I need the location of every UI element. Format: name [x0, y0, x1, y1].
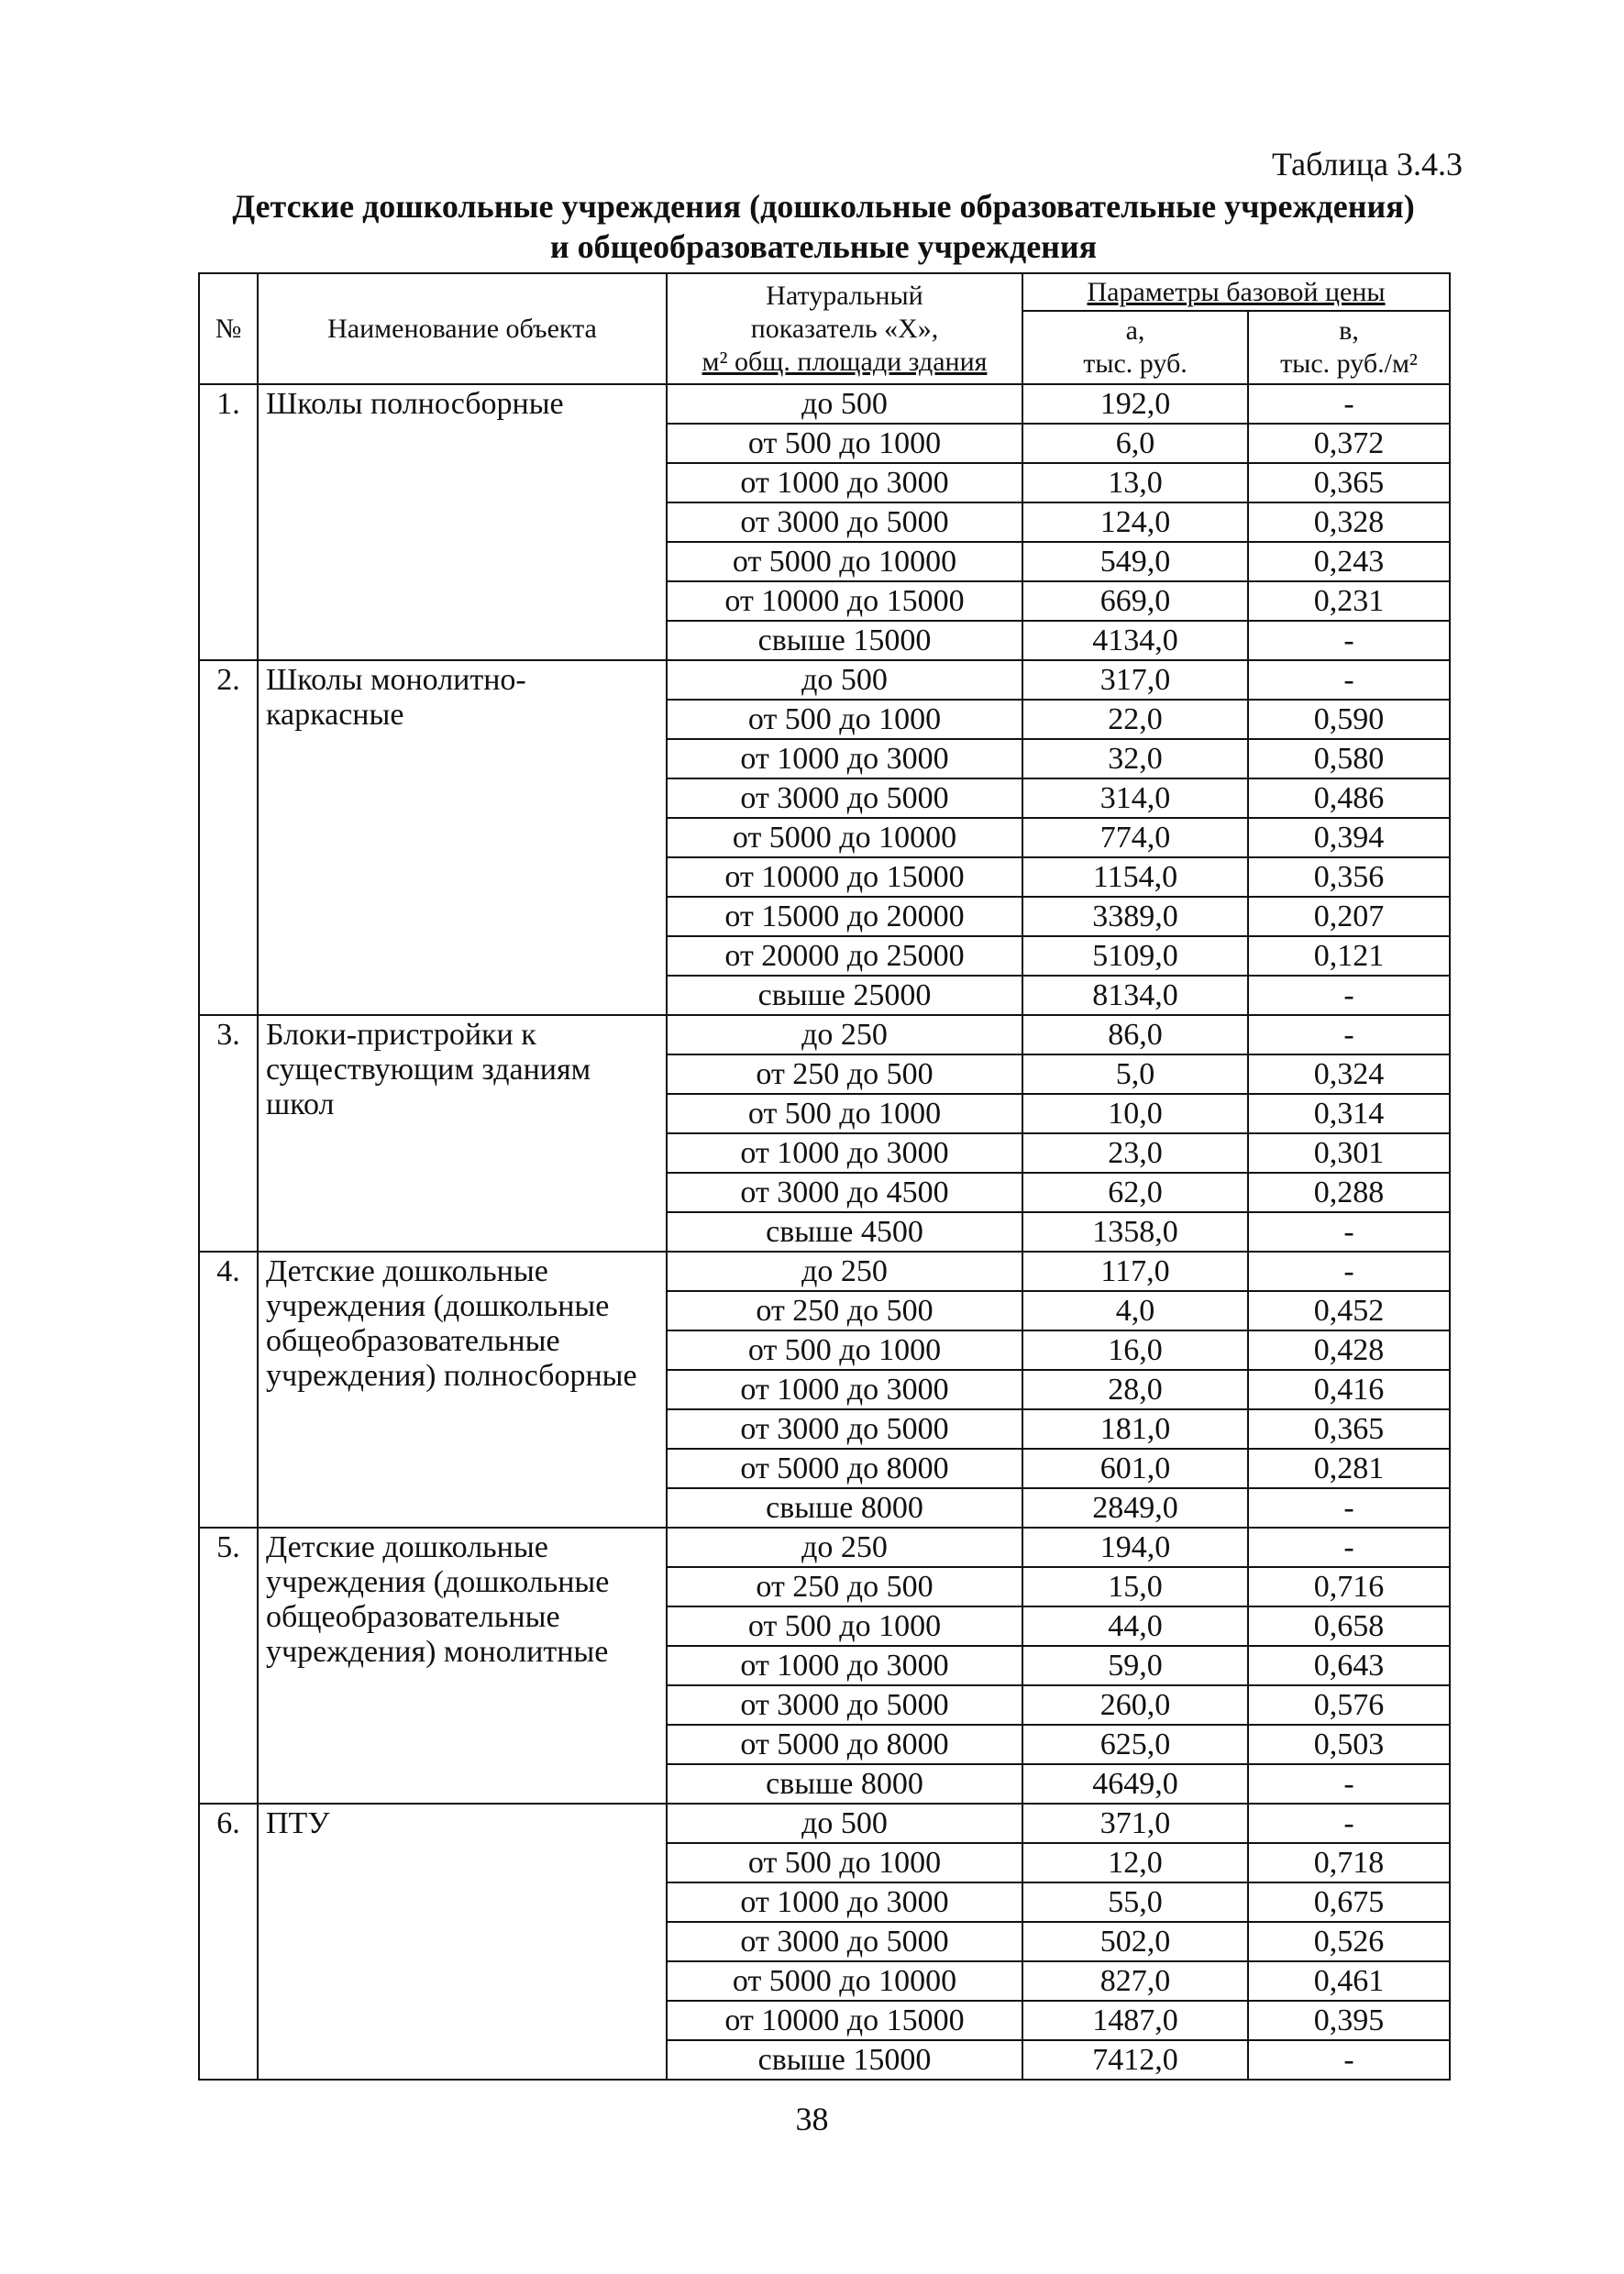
param-b-cell: -	[1248, 1015, 1450, 1054]
param-a-cell: 23,0	[1022, 1133, 1248, 1173]
range-cell: до 250	[667, 1528, 1022, 1567]
param-a-cell: 625,0	[1022, 1725, 1248, 1764]
header-params-label: Параметры базовой цены	[1087, 276, 1386, 307]
param-b-cell: 0,658	[1248, 1606, 1450, 1646]
range-cell: от 500 до 1000	[667, 1330, 1022, 1370]
param-a-cell: 59,0	[1022, 1646, 1248, 1685]
param-a-cell: 601,0	[1022, 1449, 1248, 1488]
range-cell: от 5000 до 10000	[667, 1961, 1022, 2001]
param-b-cell: -	[1248, 1212, 1450, 1252]
range-cell: от 3000 до 5000	[667, 502, 1022, 542]
header-b	[1248, 311, 1450, 384]
range-cell: от 15000 до 20000	[667, 897, 1022, 936]
param-b-cell: 0,356	[1248, 857, 1450, 897]
param-b-cell: 0,121	[1248, 936, 1450, 976]
param-a-cell: 86,0	[1022, 1015, 1248, 1054]
range-cell: свыше 4500	[667, 1212, 1022, 1252]
range-cell: от 3000 до 5000	[667, 1685, 1022, 1725]
param-a-cell: 124,0	[1022, 502, 1248, 542]
param-b-cell: 0,243	[1248, 542, 1450, 581]
object-name: Детские дошкольные учреждения (дошкольные общеобразовательные учреждения) полносборные	[258, 1252, 667, 1528]
table-row	[199, 384, 1450, 424]
header-a	[1022, 311, 1248, 384]
header-a-line-1: а,	[1125, 315, 1145, 346]
param-b-cell: -	[1248, 1804, 1450, 1843]
param-a-cell: 13,0	[1022, 463, 1248, 502]
param-a-cell: 5109,0	[1022, 936, 1248, 976]
param-b-cell: 0,718	[1248, 1843, 1450, 1882]
param-a-cell: 15,0	[1022, 1567, 1248, 1606]
table-caption: Таблица 3.4.3	[1272, 146, 1463, 182]
range-cell: от 250 до 500	[667, 1567, 1022, 1606]
param-a-cell: 32,0	[1022, 739, 1248, 778]
param-b-cell: -	[1248, 1528, 1450, 1567]
header-num: №	[199, 273, 258, 384]
param-b-cell: 0,716	[1248, 1567, 1450, 1606]
object-name: Блоки-пристройки к существующим зданиям школ	[258, 1015, 667, 1252]
param-b-cell: -	[1248, 660, 1450, 700]
range-cell: от 500 до 1000	[667, 1843, 1022, 1882]
param-a-cell: 12,0	[1022, 1843, 1248, 1882]
param-b-cell: 0,395	[1248, 2001, 1450, 2040]
param-a-cell: 1487,0	[1022, 2001, 1248, 2040]
header-nat-line-3: м² общ. площади здания	[702, 346, 988, 377]
table-row	[199, 1804, 1450, 1843]
param-b-cell: 0,526	[1248, 1922, 1450, 1961]
param-a-cell: 28,0	[1022, 1370, 1248, 1409]
object-name: Школы полносборные	[258, 384, 667, 660]
range-cell: от 1000 до 3000	[667, 1882, 1022, 1922]
range-cell: от 3000 до 5000	[667, 1409, 1022, 1449]
param-a-cell: 117,0	[1022, 1252, 1248, 1291]
param-a-cell: 4134,0	[1022, 621, 1248, 660]
row-number: 3.	[199, 1015, 258, 1252]
table-row	[199, 1015, 1450, 1054]
param-a-cell: 1154,0	[1022, 857, 1248, 897]
param-a-cell: 317,0	[1022, 660, 1248, 700]
param-b-cell: 0,314	[1248, 1094, 1450, 1133]
range-cell: от 250 до 500	[667, 1291, 1022, 1330]
param-b-cell: 0,428	[1248, 1330, 1450, 1370]
table-row	[199, 1252, 1450, 1291]
param-b-cell: 0,281	[1248, 1449, 1450, 1488]
param-a-cell: 371,0	[1022, 1804, 1248, 1843]
price-table	[198, 272, 1451, 2081]
param-a-cell: 22,0	[1022, 700, 1248, 739]
range-cell: от 250 до 500	[667, 1054, 1022, 1094]
object-name: Детские дошкольные учреждения (дошкольные общеобразовательные учреждения) монолитные	[258, 1528, 667, 1804]
header-b-line-1: в,	[1339, 315, 1359, 346]
range-cell: от 500 до 1000	[667, 1094, 1022, 1133]
range-cell: от 5000 до 10000	[667, 818, 1022, 857]
range-cell: свыше 15000	[667, 621, 1022, 660]
param-b-cell: 0,365	[1248, 1409, 1450, 1449]
param-b-cell: 0,416	[1248, 1370, 1450, 1409]
range-cell: от 1000 до 3000	[667, 739, 1022, 778]
param-b-cell: -	[1248, 2040, 1450, 2080]
param-b-cell: -	[1248, 1764, 1450, 1804]
param-b-cell: -	[1248, 1252, 1450, 1291]
param-a-cell: 669,0	[1022, 581, 1248, 621]
range-cell: свыше 25000	[667, 976, 1022, 1015]
range-cell: от 10000 до 15000	[667, 857, 1022, 897]
param-b-cell: 0,301	[1248, 1133, 1450, 1173]
param-b-cell: 0,372	[1248, 424, 1450, 463]
param-a-cell: 314,0	[1022, 778, 1248, 818]
param-b-cell: 0,503	[1248, 1725, 1450, 1764]
param-a-cell: 2849,0	[1022, 1488, 1248, 1528]
row-number: 6.	[199, 1804, 258, 2080]
object-name: Школы монолитно-каркасные	[258, 660, 667, 1015]
row-number: 4.	[199, 1252, 258, 1528]
param-a-cell: 62,0	[1022, 1173, 1248, 1212]
header-nat-line-1: Натуральный	[766, 280, 923, 311]
param-b-cell: -	[1248, 384, 1450, 424]
param-a-cell: 774,0	[1022, 818, 1248, 857]
range-cell: от 5000 до 8000	[667, 1449, 1022, 1488]
param-a-cell: 549,0	[1022, 542, 1248, 581]
table-row	[199, 660, 1450, 700]
param-a-cell: 7412,0	[1022, 2040, 1248, 2080]
range-cell: от 10000 до 15000	[667, 2001, 1022, 2040]
header-a-line-2: тыс. руб.	[1083, 348, 1188, 379]
row-number: 1.	[199, 384, 258, 660]
page-number: 38	[795, 2101, 829, 2137]
range-cell: до 500	[667, 384, 1022, 424]
param-b-cell: 0,643	[1248, 1646, 1450, 1685]
range-cell: от 1000 до 3000	[667, 1133, 1022, 1173]
table-body	[199, 384, 1450, 2080]
param-b-cell: 0,328	[1248, 502, 1450, 542]
range-cell: от 3000 до 4500	[667, 1173, 1022, 1212]
param-b-cell: 0,288	[1248, 1173, 1450, 1212]
param-a-cell: 192,0	[1022, 384, 1248, 424]
param-a-cell: 55,0	[1022, 1882, 1248, 1922]
param-b-cell: 0,394	[1248, 818, 1450, 857]
param-a-cell: 8134,0	[1022, 976, 1248, 1015]
header-natural-indicator	[667, 273, 1022, 384]
param-b-cell: 0,486	[1248, 778, 1450, 818]
param-a-cell: 16,0	[1022, 1330, 1248, 1370]
param-b-cell: 0,452	[1248, 1291, 1450, 1330]
header-params	[1022, 273, 1450, 311]
param-a-cell: 194,0	[1022, 1528, 1248, 1567]
param-b-cell: 0,231	[1248, 581, 1450, 621]
range-cell: свыше 15000	[667, 2040, 1022, 2080]
param-a-cell: 4,0	[1022, 1291, 1248, 1330]
param-b-cell: 0,580	[1248, 739, 1450, 778]
range-cell: свыше 8000	[667, 1764, 1022, 1804]
param-a-cell: 6,0	[1022, 424, 1248, 463]
param-b-cell: -	[1248, 621, 1450, 660]
title-line-1: Детские дошкольные учреждения (дошкольные образовательные учреждения)	[232, 188, 1415, 225]
row-number: 5.	[199, 1528, 258, 1804]
header-name: Наименование объекта	[258, 273, 667, 384]
param-a-cell: 10,0	[1022, 1094, 1248, 1133]
param-a-cell: 4649,0	[1022, 1764, 1248, 1804]
range-cell: от 1000 до 3000	[667, 463, 1022, 502]
param-a-cell: 3389,0	[1022, 897, 1248, 936]
range-cell: от 500 до 1000	[667, 424, 1022, 463]
table-row	[199, 1528, 1450, 1567]
range-cell: до 250	[667, 1252, 1022, 1291]
range-cell: до 500	[667, 1804, 1022, 1843]
range-cell: от 3000 до 5000	[667, 1922, 1022, 1961]
param-b-cell: 0,461	[1248, 1961, 1450, 2001]
range-cell: до 250	[667, 1015, 1022, 1054]
param-a-cell: 827,0	[1022, 1961, 1248, 2001]
range-cell: до 500	[667, 660, 1022, 700]
range-cell: от 500 до 1000	[667, 700, 1022, 739]
param-a-cell: 5,0	[1022, 1054, 1248, 1094]
range-cell: от 1000 до 3000	[667, 1646, 1022, 1685]
row-number: 2.	[199, 660, 258, 1015]
title-line-2: и общеобразовательные учреждения	[549, 228, 1098, 265]
header-nat-line-2: показатель «Х»,	[750, 313, 939, 344]
range-cell: от 10000 до 15000	[667, 581, 1022, 621]
table-title	[198, 186, 1449, 267]
range-cell: свыше 8000	[667, 1488, 1022, 1528]
param-b-cell: -	[1248, 1488, 1450, 1528]
param-a-cell: 260,0	[1022, 1685, 1248, 1725]
param-a-cell: 181,0	[1022, 1409, 1248, 1449]
range-cell: от 500 до 1000	[667, 1606, 1022, 1646]
range-cell: от 3000 до 5000	[667, 778, 1022, 818]
param-b-cell: -	[1248, 976, 1450, 1015]
range-cell: от 1000 до 3000	[667, 1370, 1022, 1409]
object-name: ПТУ	[258, 1804, 667, 2080]
range-cell: от 20000 до 25000	[667, 936, 1022, 976]
param-b-cell: 0,207	[1248, 897, 1450, 936]
range-cell: от 5000 до 8000	[667, 1725, 1022, 1764]
param-b-cell: 0,675	[1248, 1882, 1450, 1922]
header-b-line-2: тыс. руб./м²	[1280, 348, 1418, 379]
param-a-cell: 502,0	[1022, 1922, 1248, 1961]
param-a-cell: 44,0	[1022, 1606, 1248, 1646]
param-b-cell: 0,590	[1248, 700, 1450, 739]
param-a-cell: 1358,0	[1022, 1212, 1248, 1252]
range-cell: от 5000 до 10000	[667, 542, 1022, 581]
param-b-cell: 0,324	[1248, 1054, 1450, 1094]
param-b-cell: 0,365	[1248, 463, 1450, 502]
param-b-cell: 0,576	[1248, 1685, 1450, 1725]
